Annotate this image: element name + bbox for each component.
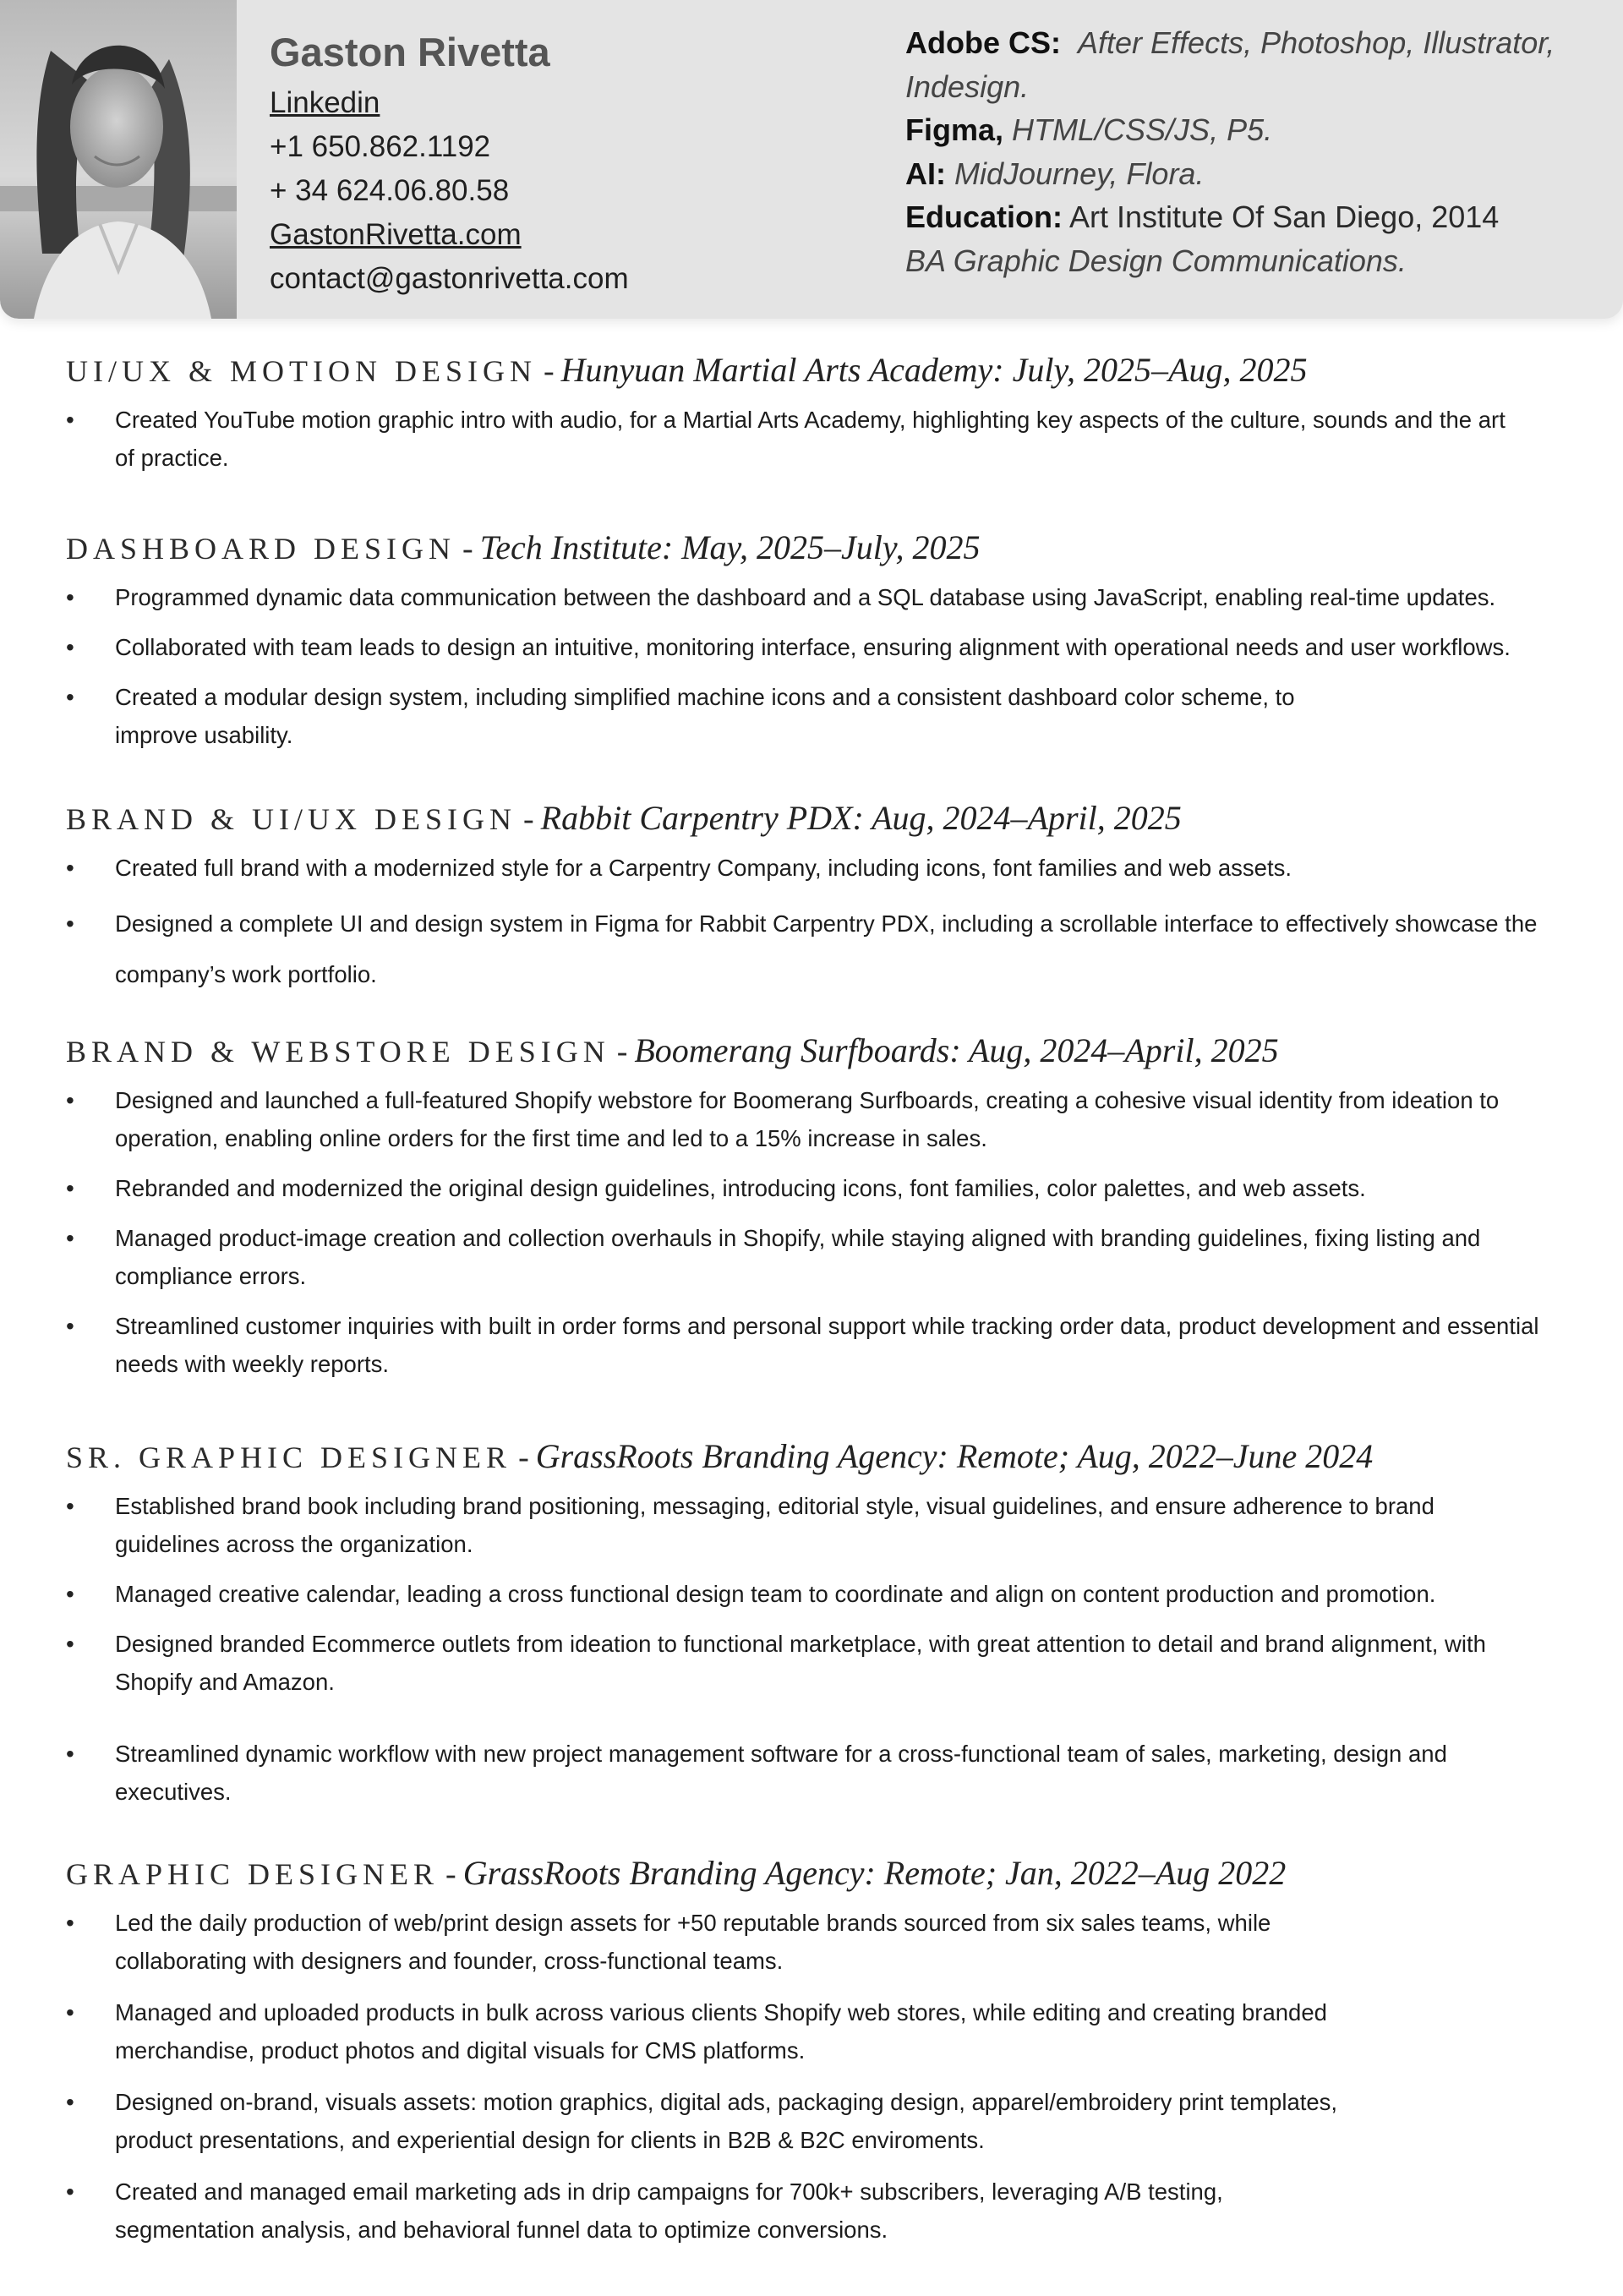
experience-title: UI/UX & MOTION DESIGN - Hunyuan Martial Arts Academy: July, 2025–Aug, 2025 xyxy=(66,351,1308,389)
list-item: • Designed a complete UI and design system in Figma for Rabbit Carpentry PDX, including a scrollable interface to effectively showcase the company’s work portfolio. xyxy=(66,899,1544,1000)
skill-ai-value: MidJourney, Flora. xyxy=(954,156,1205,191)
bullet-list xyxy=(66,1081,1554,1383)
candidate-name: Gaston Rivetta xyxy=(270,30,550,74)
bullet-list xyxy=(66,1487,1554,1811)
skill-adobe-label: Adobe CS: xyxy=(905,25,1061,60)
list-item: • Created YouTube motion graphic intro with audio, for a Martial Arts Academy, highlighting key aspects of the culture, sounds and the art of practice. xyxy=(66,401,1527,477)
list-item: • Designed branded Ecommerce outlets from ideation to functional marketplace, with great attention to detail and brand alignment, with Shopify and Amazon. xyxy=(66,1625,1544,1701)
skill-figma-label: Figma, xyxy=(905,112,1004,147)
org-dates: GrassRoots Branding Agency: Remote; Jan, 2022–Aug 2022 xyxy=(462,1854,1287,1892)
experience-entry xyxy=(66,1027,1554,1383)
role-title: SR. GRAPHIC DESIGNER xyxy=(66,1440,512,1474)
skill-ai-label: AI: xyxy=(905,156,946,191)
education-value: Art Institute Of San Diego, 2014 xyxy=(1069,200,1500,234)
list-item: • Managed creative calendar, leading a cross functional design team to coordinate and align on content production and promotion. xyxy=(66,1575,1554,1613)
list-item: • Created full brand with a modernized style for a Carpentry Company, including icons, font families and web assets. xyxy=(66,849,1554,887)
list-item: • Led the daily production of web/print design assets for +50 reputable brands sourced from six sales teams, while collaborating with designers and founder, cross-functional teams. xyxy=(66,1904,1324,1980)
role-title: BRAND & UI/UX DESIGN xyxy=(66,802,516,836)
bullet-list xyxy=(66,849,1554,1000)
org-dates: Hunyuan Martial Arts Academy: July, 2025–Aug, 2025 xyxy=(560,351,1308,389)
list-item: • Created and managed email marketing ads in drip campaigns for 700k+ subscribers, leveraging A/B testing, segmentation analysis, and behavioral funnel data to optimize conversions. xyxy=(66,2173,1298,2249)
bullet-list xyxy=(66,401,1554,477)
list-item: • Collaborated with team leads to design an intuitive, monitoring interface, ensuring alignment with operational needs and user workflows. xyxy=(66,628,1554,666)
skills-block xyxy=(905,21,1582,282)
degree xyxy=(905,239,1582,283)
phone-es: + 34 624.06.80.58 xyxy=(270,174,510,207)
list-item: • Established brand book including brand positioning, messaging, editorial style, visual guidelines, and ensure adherence to brand guidelines across the organization. xyxy=(66,1487,1527,1563)
list-item: • Designed on-brand, visuals assets: motion graphics, digital ads, packaging design, apparel/embroidery print templates, product presentations, and experiential design for clients in B2B & B2C enviroments. xyxy=(66,2083,1408,2159)
portrait-photo xyxy=(0,0,237,319)
skill-figma xyxy=(905,108,1582,152)
list-item: • Streamlined dynamic workflow with new project management software for a cross-functional team of sales, marketing, design and executives. xyxy=(66,1735,1544,1811)
phone-us: +1 650.862.1192 xyxy=(270,130,491,163)
list-item: • Designed and launched a full-featured Shopify webstore for Boomerang Surfboards, creating a cohesive visual identity from ideation to operation, enabling online orders for the first time and led to a 15% increase in sales. xyxy=(66,1081,1544,1157)
role-title: BRAND & WEBSTORE DESIGN xyxy=(66,1035,610,1069)
list-item: • Rebranded and modernized the original design guidelines, introducing icons, font families, color palettes, and web assets. xyxy=(66,1169,1554,1207)
experience-entry xyxy=(66,1850,1554,2249)
list-item: • Streamlined customer inquiries with built in order forms and personal support while tracking order data, product development and essential needs with weekly reports. xyxy=(66,1307,1544,1383)
org-dates: GrassRoots Branding Agency: Remote; Aug, 2022–June 2024 xyxy=(535,1437,1374,1475)
experience-entry xyxy=(66,347,1554,477)
experience-title: DASHBOARD DESIGN - Tech Institute: May, 2025–July, 2025 xyxy=(66,528,981,566)
skill-ai xyxy=(905,152,1582,196)
experience-entry xyxy=(66,524,1554,754)
bullet-list xyxy=(66,1904,1554,2249)
skill-adobe-value: After Effects, Photoshop, Illustrator, Indesign. xyxy=(905,25,1555,104)
list-item: • Managed product-image creation and collection overhauls in Shopify, while staying aligned with branding guidelines, fixing listing and compliance errors. xyxy=(66,1219,1535,1295)
experience-entry xyxy=(66,1433,1554,1811)
resume-header xyxy=(0,0,1623,319)
skill-figma-value: HTML/CSS/JS, P5. xyxy=(1012,112,1273,147)
experience-title: BRAND & WEBSTORE DESIGN - Boomerang Surfboards: Aug, 2024–April, 2025 xyxy=(66,1031,1279,1069)
org-dates: Boomerang Surfboards: Aug, 2024–April, 2025 xyxy=(634,1031,1279,1069)
skill-adobe xyxy=(905,21,1582,108)
list-item: • Managed and uploaded products in bulk across various clients Shopify web stores, while editing and creating branded merchandise, product photos and digital visuals for CMS platforms. xyxy=(66,1993,1383,2069)
education-label: Education: xyxy=(905,200,1063,234)
degree-value: BA Graphic Design Communications. xyxy=(905,243,1407,278)
experience-title: SR. GRAPHIC DESIGNER - GrassRoots Branding Agency: Remote; Aug, 2022–June 2024 xyxy=(66,1437,1374,1475)
role-title: DASHBOARD DESIGN xyxy=(66,532,456,566)
website-link[interactable]: GastonRivetta.com xyxy=(270,218,522,251)
contact-block xyxy=(270,25,861,301)
experience-title: GRAPHIC DESIGNER - GrassRoots Branding Agency: Remote; Jan, 2022–Aug 2022 xyxy=(66,1854,1287,1892)
org-dates: Tech Institute: May, 2025–July, 2025 xyxy=(479,528,981,566)
linkedin-link[interactable]: Linkedin xyxy=(270,86,380,119)
experience-title: BRAND & UI/UX DESIGN - Rabbit Carpentry PDX: Aug, 2024–April, 2025 xyxy=(66,799,1182,837)
list-item: • Programmed dynamic data communication between the dashboard and a SQL database using JavaScript, enabling real-time updates. xyxy=(66,578,1554,616)
role-title: GRAPHIC DESIGNER xyxy=(66,1857,440,1891)
bullet-list xyxy=(66,578,1554,754)
list-item: • Created a modular design system, including simplified machine icons and a consistent dashboard color scheme, to improve usability. xyxy=(66,678,1324,754)
email: contact@gastonrivetta.com xyxy=(270,262,629,295)
education xyxy=(905,195,1582,239)
org-dates: Rabbit Carpentry PDX: Aug, 2024–April, 2025 xyxy=(540,799,1182,837)
experience-entry xyxy=(66,795,1554,1000)
avatar xyxy=(0,0,237,319)
role-title: UI/UX & MOTION DESIGN xyxy=(66,354,537,388)
